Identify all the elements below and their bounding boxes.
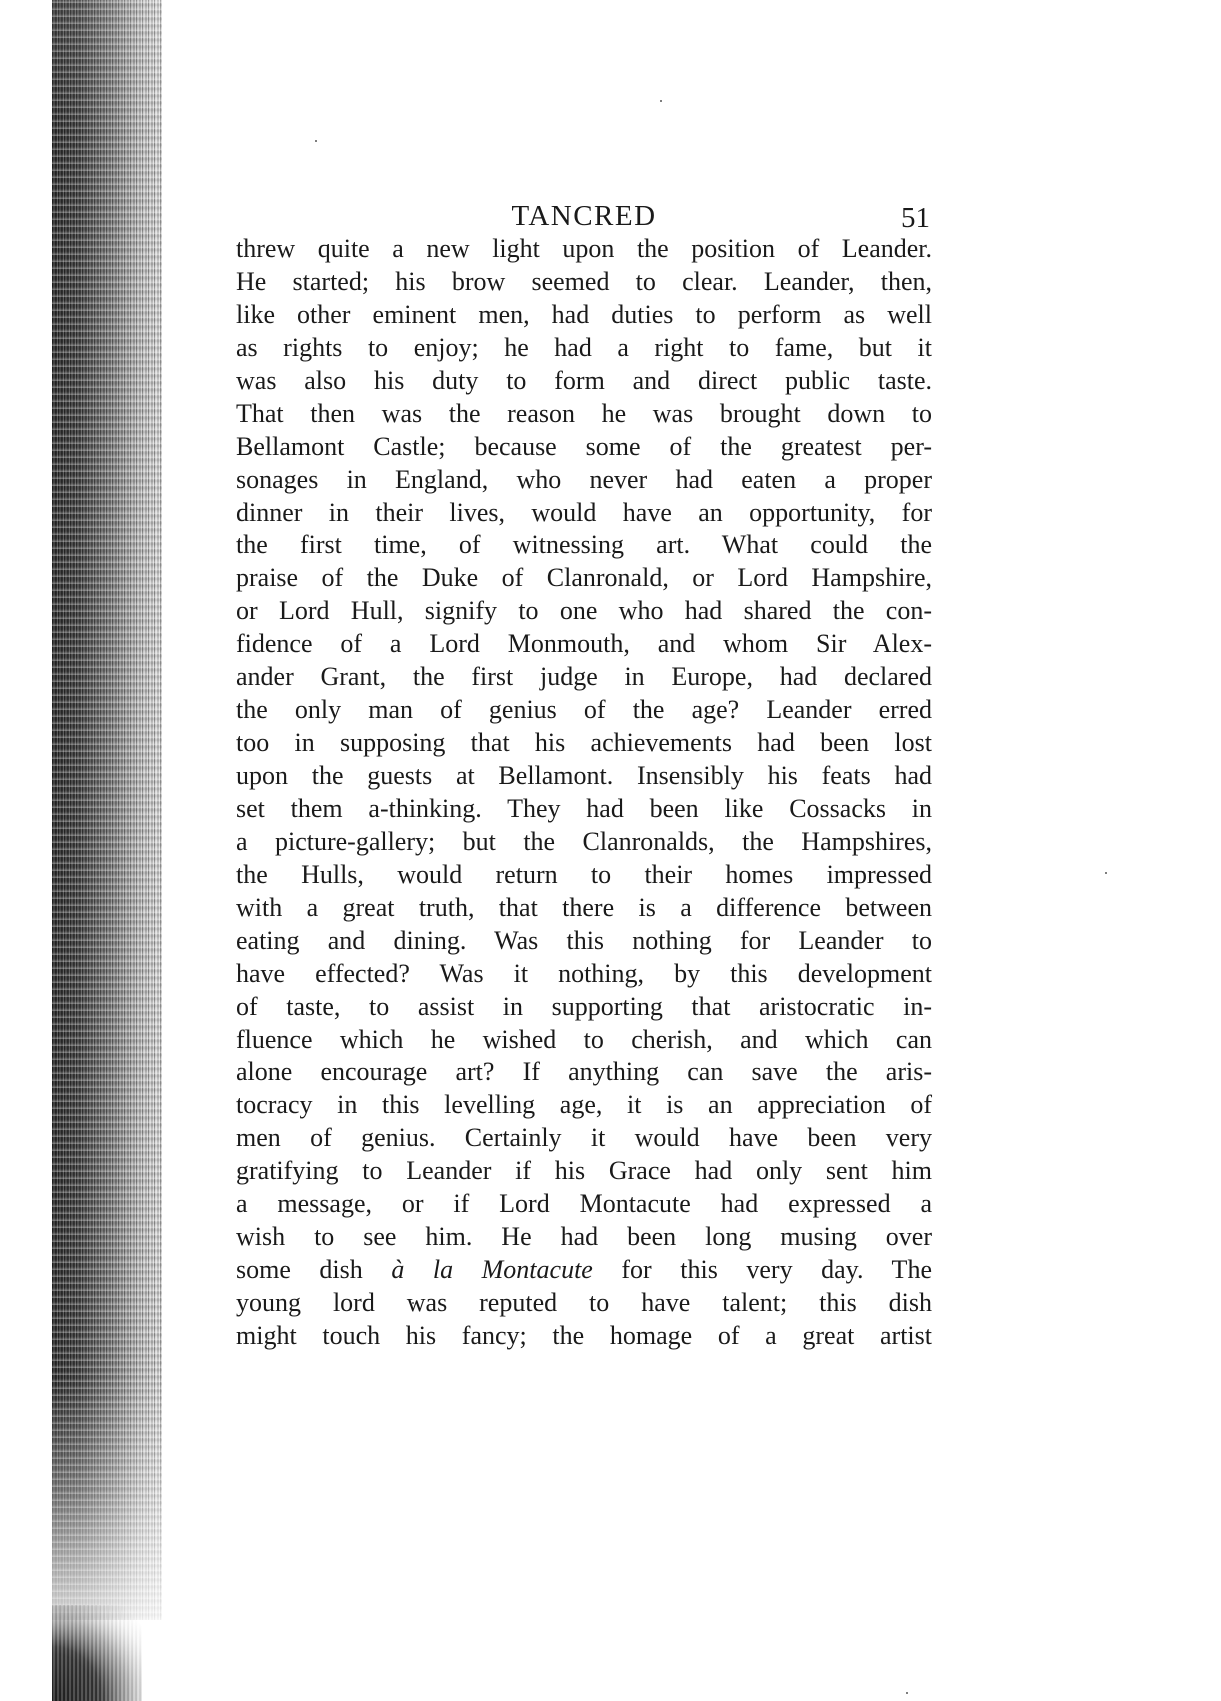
text-line: like other eminent men, had duties to perform as well xyxy=(236,299,932,329)
text-line: ander Grant, the first judge in Europe, had declared xyxy=(236,662,932,692)
running-head xyxy=(236,196,932,236)
text-line: with a great truth, that there is a difference between xyxy=(236,892,932,922)
text-line: men of genius. Certainly it would have been very xyxy=(236,1123,932,1153)
text-line: He started; his brow seemed to clear. Leander, then, xyxy=(236,266,932,296)
text-line: fidence of a Lord Monmouth, and whom Sir Alex- xyxy=(236,629,932,659)
text-line: the only man of genius of the age? Leander erred xyxy=(236,695,932,725)
italic-line-after: for this very day. The xyxy=(592,1255,932,1285)
scan-speck xyxy=(660,100,662,102)
text-line: wish to see him. He had been long musing over xyxy=(236,1222,932,1252)
text-line: dinner in their lives, would have an opportunity, for xyxy=(236,497,932,527)
text-line: young lord was reputed to have talent; this dish xyxy=(236,1288,932,1317)
italic-phrase: à la Montacute xyxy=(391,1255,593,1285)
text-line: a message, or if Lord Montacute had expressed a xyxy=(236,1189,932,1219)
running-title: TANCRED xyxy=(511,200,657,232)
text-line: a picture-gallery; but the Clanronalds, the Hampshires, xyxy=(236,826,932,856)
text-line: set them a-thinking. They had been like Cossacks in xyxy=(236,793,932,823)
scan-corner-shadow xyxy=(52,1605,142,1701)
page-number: 51 xyxy=(901,202,930,234)
italic-line-before: some dish xyxy=(236,1255,392,1285)
text-line: might touch his fancy; the homage of a great artist xyxy=(236,1320,932,1350)
text-line: tocracy in this levelling age, it is an appreciation of xyxy=(236,1090,932,1120)
scan-speck xyxy=(906,1692,908,1694)
text-line: the first time, of witnessing art. What could the xyxy=(236,530,932,560)
scan-speck xyxy=(1105,872,1107,874)
text-line-italic xyxy=(236,1254,932,1287)
text-line: of taste, to assist in supporting that aristocratic in- xyxy=(236,991,932,1021)
text-line: fluence which he wished to cherish, and which can xyxy=(236,1024,932,1054)
text-line: threw quite a new light upon the position of Leander. xyxy=(236,234,932,263)
text-line: sonages in England, who never had eaten a proper xyxy=(236,464,932,494)
text-line: praise of the Duke of Clanronald, or Lord Hampshire, xyxy=(236,563,932,593)
text-line: eating and dining. Was this nothing for Leander to xyxy=(236,925,932,955)
text-line: have effected? Was it nothing, by this development xyxy=(236,958,932,988)
text-line: alone encourage art? If anything can save the aris- xyxy=(236,1057,932,1087)
text-line: That then was the reason he was brought down to xyxy=(236,398,932,428)
body-text xyxy=(236,233,932,1353)
text-line: the Hulls, would return to their homes impressed xyxy=(236,859,932,889)
text-line: was also his duty to form and direct public taste. xyxy=(236,365,932,395)
scan-speck xyxy=(315,140,317,142)
text-line: Bellamont Castle; because some of the greatest per- xyxy=(236,431,932,461)
text-line: as rights to enjoy; he had a right to fame, but it xyxy=(236,332,932,362)
text-line: too in supposing that his achievements had been lost xyxy=(236,728,932,758)
scan-gutter-shadow xyxy=(52,0,162,1620)
text-line: upon the guests at Bellamont. Insensibly his feats had xyxy=(236,761,932,790)
text-line: gratifying to Leander if his Grace had only sent him xyxy=(236,1156,932,1186)
text-line: or Lord Hull, signify to one who had shared the con- xyxy=(236,596,932,626)
